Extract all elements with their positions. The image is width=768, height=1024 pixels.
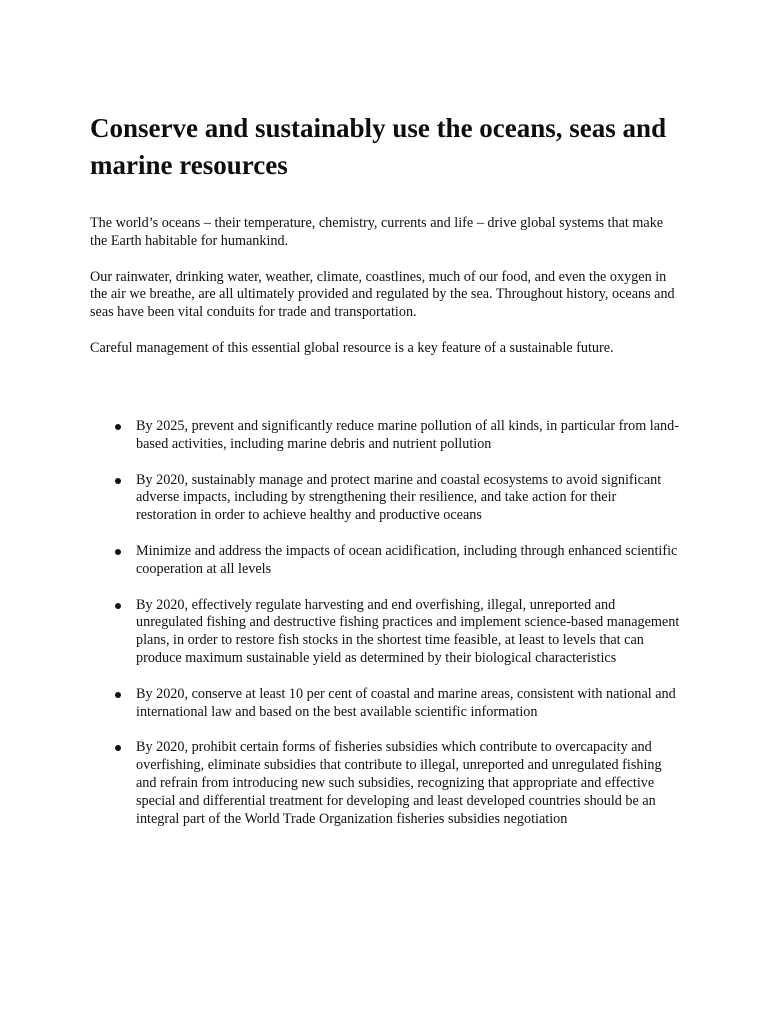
document-page (90, 110, 680, 827)
list-item-text: By 2020, prohibit certain forms of fisheries subsidies which contribute to overcapacity and overfishing, eliminate subsidies that contribute to illegal, unreported and unregulated fishing and refrain from introducing new such subsidies, recognizing that appropriate and effective special and differential treatment for developing and least developed countries should be an integral part of the World Trade Organization fisheries subsidies negotiation (136, 739, 662, 827)
bullet-icon (115, 603, 121, 609)
list-item (90, 543, 680, 579)
list-item-text: By 2020, conserve at least 10 per cent of coastal and marine areas, consistent with national and international law and based on the best available scientific information (136, 685, 676, 720)
closing-paragraph: Careful management of this essential global resource is a key feature of a sustainable future. (90, 339, 614, 356)
body-paragraph: Our rainwater, drinking water, weather, climate, coastlines, much of our food, and even the oxygen in the air we breathe, are all ultimately provided and regulated by the sea. Throughout history, oceans and seas have been vital conduits for trade and transportation. (90, 268, 675, 321)
bullet-icon (115, 745, 121, 751)
bullet-icon (115, 549, 121, 555)
bullet-icon (115, 424, 121, 430)
list-item-text: By 2025, prevent and significantly reduce marine pollution of all kinds, in particular from land-based activities, including marine debris and nutrient pollution (136, 418, 679, 452)
bullet-icon (115, 478, 121, 484)
bullet-icon (115, 692, 121, 698)
intro-paragraph: The world’s oceans – their temperature, chemistry, currents and life – drive global systems that make the Earth habitable for humankind. (90, 215, 664, 249)
list-item (90, 739, 680, 828)
list-item (90, 472, 680, 525)
list-item-text: By 2020, effectively regulate harvesting and end overfishing, illegal, unreported and unregulated fishing and destructive fishing practices and implement science-based management plans, in order to restore fish stocks in the shortest time feasible, at least to levels that can produce maximum sustainable yield as determined by their biological characteristics (136, 596, 680, 666)
document-title: Conserve and sustainably use the oceans, seas and marine resources (90, 113, 667, 180)
list-item (90, 597, 680, 668)
list-item (90, 418, 680, 454)
list-item (90, 686, 680, 722)
list-item-text: By 2020, sustainably manage and protect marine and coastal ecosystems to avoid significant adverse impacts, including by strengthening their resilience, and take action for their restoration in order to achieve healthy and productive oceans (136, 471, 662, 524)
list-item-text: Minimize and address the impacts of ocean acidification, including through enhanced scientific cooperation at all levels (136, 542, 678, 577)
targets-list (90, 418, 680, 846)
